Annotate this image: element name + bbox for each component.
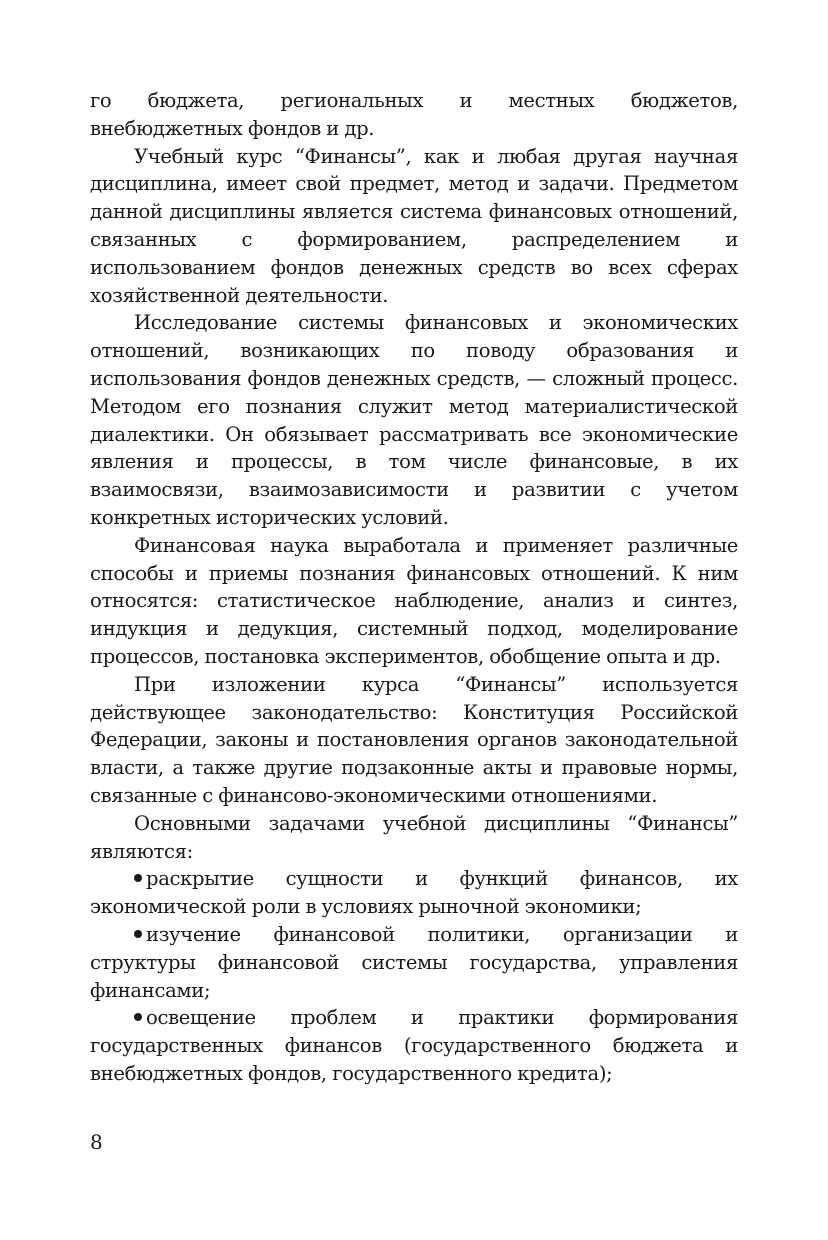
bullet-dot-icon [134, 874, 142, 882]
paragraph-tasks-intro: Основными задачами учебной дисциплины “Финансы” являются: [90, 811, 738, 863]
paragraph-legislation: При изложении курса “Финансы” используется действующее законодательство: Конституция Российской Федерации, законы и постановления органов законодательной власти, а также другие подзаконные акты и правовые нормы, связанные с финансово-экономическими отношениями. [90, 672, 738, 807]
paragraph-method: Исследование системы финансовых и экономических отношений, возникающих по поводу образования и использования фондов денежных средств, — сложный процесс. Методом его познания служит метод материалистической диалектики. Он обязывает рассматривать все экономические явления и процессы, в том числе финансовые, в их взаимосвязи, взаимозависимости и развитии с учетом конкретных исторических условий. [90, 311, 738, 529]
bullet-item [90, 1004, 738, 1087]
bullet-text: раскрытие сущности и функций финансов, их экономической роли в условиях рыночной экономики; [90, 867, 738, 919]
bullet-dot-icon [134, 930, 142, 938]
bullet-dot-icon [134, 1013, 142, 1021]
bullet-text: изучение финансовой политики, организации и структуры финансовой системы государства, управления финансами; [90, 922, 738, 1002]
body-text [90, 87, 738, 1088]
page-number: 8 [90, 1130, 103, 1154]
bullet-text: освещение проблем и практики формирования государственных финансов (государственного бюджета и внебюджетных фондов, государственного кредита); [90, 1006, 738, 1085]
bullet-item [90, 921, 738, 1004]
paragraph-course-subject: Учебный курс “Финансы”, как и любая другая научная дисциплина, имеет свой предмет, метод и задачи. Предметом данной дисциплины является система финансовых отношений, связанных с формированием, распределением и использованием фондов денежных средств во всех сферах хозяйственной деятельности. [90, 144, 738, 307]
paragraph-continuation: го бюджета, региональных и местных бюджетов, внебюджетных фондов и др. [90, 89, 738, 140]
bullet-item [90, 865, 738, 921]
paragraph-techniques: Финансовая наука выработала и применяет различные способы и приемы познания финансовых отношений. К ним относятся: статистическое наблюдение, анализ и синтез, индукция и дедукция, системный подход, моделирование процессов, постановка экспериментов, обобщение опыта и др. [90, 533, 738, 668]
